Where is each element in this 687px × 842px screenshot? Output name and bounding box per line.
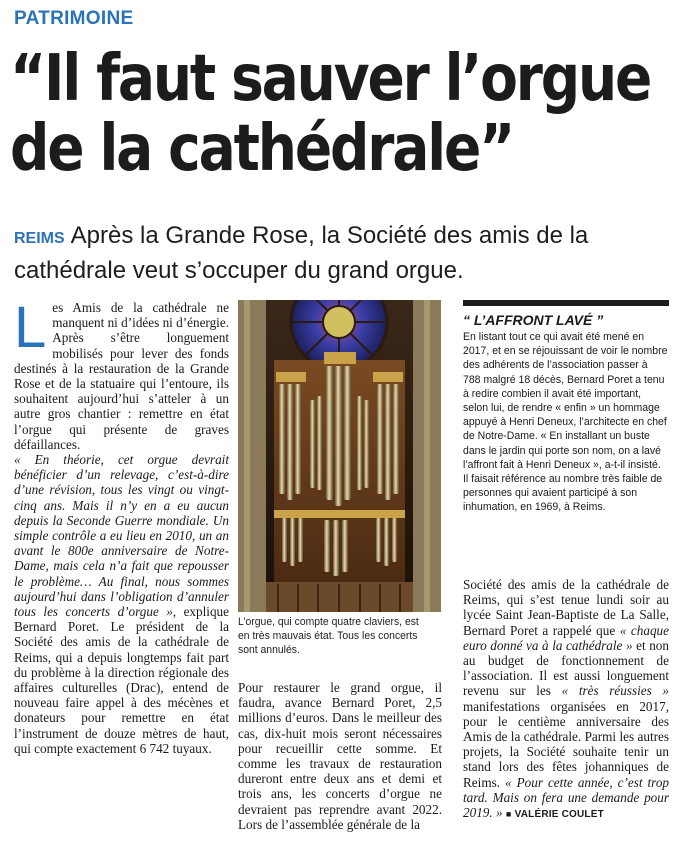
dateline-city: REIMS bbox=[14, 230, 65, 247]
sidebar-box bbox=[463, 300, 669, 515]
article-column-1 bbox=[14, 295, 229, 756]
organ-illustration bbox=[238, 300, 441, 612]
article-quote-paragraph: « En théorie, cet orgue devrait bénéficier d’un relevage, c’est-à-dire d’une révision, tous les vingt ou vingt-cinq ans. Mais il n’y en a eu aucun depuis la Seconde Guerre mondiale. Un simple contrôle a eu lieu en 2010, un an avant le 800e anniversaire de Notre-Dame, mais cela n’a fait que repousser le problème… Au final, nous sommes aujourd’hui dans l’obligation d’annuler tous les concerts d’orgue », explique Bernard Poret. Le président de la Société des amis de la cathédrale de Reims, qui a depuis longtemps fait part du problème à la direction régionale des affaires culturelles (Drac), entend de nouveau faire appel à des mécènes et donateurs pour remettre en état l’instrument de douze mètres de haut, qui compte exactement 6 742 tuyaux. bbox=[14, 452, 229, 756]
author-signature: VALÉRIE COULET bbox=[514, 809, 604, 821]
article-column-3 bbox=[463, 577, 669, 822]
headline bbox=[10, 42, 651, 186]
article-paragraph-assembly: Société des amis de la cathédrale de Reims, qui s’est tenue lundi soir au lycée Saint Jean-Baptiste de La Salle, Bernard Poret a rappelé que « chaque euro donné va à la cathédrale » et non au budget de fonctionnement de l’association. Il est aussi longuement revenu sur les « très réussies » manifestations organisées en 2017, pour le centième anniversaire des Amis de la cathédrale. Parmi les autres projets, la Société souhaite tenir un stand lors des fêtes johanniques de Reims. « Pour cette année, c’est trop tard. Mais on fera une demande pour 2019. » ■ VALÉRIE COULET bbox=[463, 577, 670, 821]
signature-marker: ■ bbox=[505, 809, 512, 820]
article-intro: Les Amis de la cathédrale ne manquent ni d’idées ni d’énergie. Après s’être longuement mobilisés pour lever des fonds destinés à la restauration de la Grande Rose et de la statuaire qui l’entoure, ils souhaitent aujourd’hui s’atteler à un autre gros chantier : remettre en état l’orgue qui présente de graves défaillances. bbox=[14, 295, 229, 452]
article-paragraph-funding: Pour restaurer le grand orgue, il faudra, avance Bernard Poret, 2,5 millions d’euros. Dans le meilleur des cas, dix-huit mois seront nécessaires pour recueillir cette somme. Et comme les travaux de restauration dureront entre deux ans et demi et trois ans, les concerts d’orgue ne devraient pas reprendre avant 2022. Lors de l’assemblée générale de la bbox=[238, 680, 442, 832]
section-rubric: PATRIMOINE bbox=[14, 8, 134, 29]
quote-text: « En théorie, cet orgue devrait bénéficier d’un relevage, c’est-à-dire d’une révision, tous les vingt ou vingt-cinq ans. Mais il n’y en a eu aucun depuis la Seconde Guerre mondiale. Un simple contrôle a eu lieu en 2010, un an avant le 800e anniversaire de Notre-Dame, mais cela n’a fait que repousser le problème… Au final, nous sommes aujourd’hui dans l’obligation d’annuler tous les concerts d’orgue » bbox=[14, 452, 229, 620]
sidebar-body: En listant tout ce qui avait été mené en 2017, et en se réjouissant de voir le nombre des adhérents de l’association passer à 788 malgré 18 décès, Bernard Poret a tenu à redire combien il avait été important, selon lui, de rendre « enfin » un hommage appuyé à Henri Deneux, l’architecte en chef de Notre-Dame. « En installant un buste dans le jardin qui porte son nom, on a lavé l’affront fait à Henri Deneux », a-t-il insisté. Il faisait référence au nombre très faible de personnes qui avaient participé à son inhumation, en 1969, à Reims. bbox=[463, 331, 668, 514]
sidebar-rule bbox=[463, 300, 669, 306]
dropcap: L bbox=[14, 295, 47, 360]
headline-line-2: de la cathédrale” bbox=[10, 112, 514, 186]
organ-photo bbox=[238, 300, 441, 612]
standfirst-text: Après la Grande Rose, la Société des amis de la cathédrale veut s’occuper du grand orgue. bbox=[14, 222, 589, 284]
headline-line-1: “Il faut sauver l’orgue bbox=[10, 42, 651, 116]
article-column-2 bbox=[238, 680, 442, 832]
sidebar-title: “ L’AFFRONT LAVÉ ” bbox=[463, 312, 604, 328]
photo-caption: L’orgue, qui compte quatre claviers, est en très mauvais état. Tous les concerts sont annulés. bbox=[238, 616, 419, 656]
standfirst bbox=[14, 220, 682, 287]
